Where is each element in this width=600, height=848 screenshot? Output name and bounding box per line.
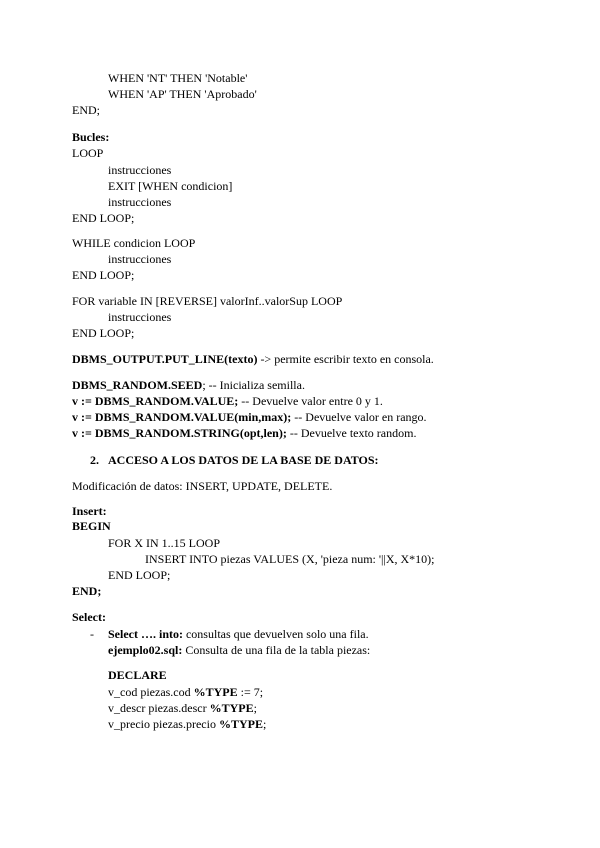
- dbms-random-value-range: [72, 410, 427, 424]
- dbms-random-desc: -- Devuelve valor entre 0 y 1.: [238, 394, 383, 408]
- dbms-output-desc: -> permite escribir texto en consola.: [257, 352, 434, 366]
- example-desc: Consulta de una fila de la tabla piezas:: [182, 643, 371, 657]
- for-body: instrucciones: [108, 310, 172, 324]
- var-end: ;: [253, 701, 257, 715]
- for-start: FOR variable IN [REVERSE] valorInf..valorSup LOOP: [72, 294, 343, 308]
- case-when-ap: WHEN 'AP' THEN 'Aprobado': [108, 87, 257, 101]
- section-title: ACCESO A LOS DATOS DE LA BASE DE DATOS:: [108, 453, 379, 467]
- select-into-label: Select …. into:: [108, 627, 183, 641]
- type-keyword: %TYPE: [218, 717, 263, 731]
- declare-v-cod: [108, 685, 263, 699]
- dbms-random-desc: -- Devuelve valor en rango.: [291, 410, 427, 424]
- list-bullet: -: [90, 627, 94, 641]
- type-keyword: %TYPE: [209, 701, 254, 715]
- dbms-random-code: v := DBMS_RANDOM.STRING(opt,len);: [72, 426, 287, 440]
- select-into-desc: consultas que devuelven solo una fila.: [182, 627, 369, 641]
- declare-keyword: DECLARE: [108, 668, 167, 682]
- type-keyword: %TYPE: [193, 685, 238, 699]
- while-start: WHILE condicion LOOP: [72, 236, 196, 250]
- dbms-random-code: v := DBMS_RANDOM.VALUE(min,max);: [72, 410, 292, 424]
- dbms-output-line: [72, 352, 434, 366]
- loop-end: END LOOP;: [72, 211, 135, 225]
- insert-statement: INSERT INTO piezas VALUES (X, 'pieza num: '||X, X*10);: [145, 552, 435, 566]
- select-heading: Select:: [72, 610, 106, 624]
- dbms-random-seed: [72, 378, 305, 392]
- insert-begin: BEGIN: [72, 519, 111, 533]
- var-decl: v_descr piezas.descr: [108, 701, 210, 715]
- section-intro: Modificación de datos: INSERT, UPDATE, DELETE.: [72, 479, 333, 493]
- insert-heading: Insert:: [72, 504, 107, 518]
- insert-for-line: FOR X IN 1..15 LOOP: [108, 536, 221, 550]
- insert-end-loop: END LOOP;: [108, 568, 171, 582]
- section-number: 2.: [90, 453, 99, 467]
- loop-body-1: instrucciones: [108, 163, 172, 177]
- while-body: instrucciones: [108, 252, 172, 266]
- var-end: ;: [262, 717, 267, 731]
- dbms-random-code: DBMS_RANDOM.SEED: [72, 378, 203, 392]
- select-into-item: [108, 627, 369, 641]
- var-decl: v_cod piezas.cod: [108, 685, 194, 699]
- var-init: := 7;: [237, 685, 264, 699]
- dbms-random-string: [72, 426, 416, 440]
- loop-body-2: instrucciones: [108, 195, 172, 209]
- declare-v-descr: [108, 701, 257, 715]
- dbms-random-desc: -- Devuelve texto random.: [286, 426, 417, 440]
- while-end: END LOOP;: [72, 268, 135, 282]
- dbms-output-code: DBMS_OUTPUT.PUT_LINE(texto): [72, 352, 258, 366]
- var-decl: v_precio piezas.precio: [108, 717, 219, 731]
- loop-start: LOOP: [72, 146, 104, 160]
- example-filename: ejemplo02.sql:: [108, 643, 183, 657]
- for-end: END LOOP;: [72, 326, 135, 340]
- loop-exit: EXIT [WHEN condicion]: [108, 179, 233, 193]
- loops-heading: Bucles:: [72, 130, 110, 144]
- case-end: END;: [72, 103, 100, 117]
- case-when-nt: WHEN 'NT' THEN 'Notable': [108, 71, 248, 85]
- dbms-random-value: [72, 394, 383, 408]
- dbms-random-desc: ; -- Inicializa semilla.: [202, 378, 305, 392]
- insert-end: END;: [72, 584, 102, 598]
- example-line: [108, 643, 370, 657]
- declare-v-precio: [108, 717, 266, 731]
- dbms-random-code: v := DBMS_RANDOM.VALUE;: [72, 394, 239, 408]
